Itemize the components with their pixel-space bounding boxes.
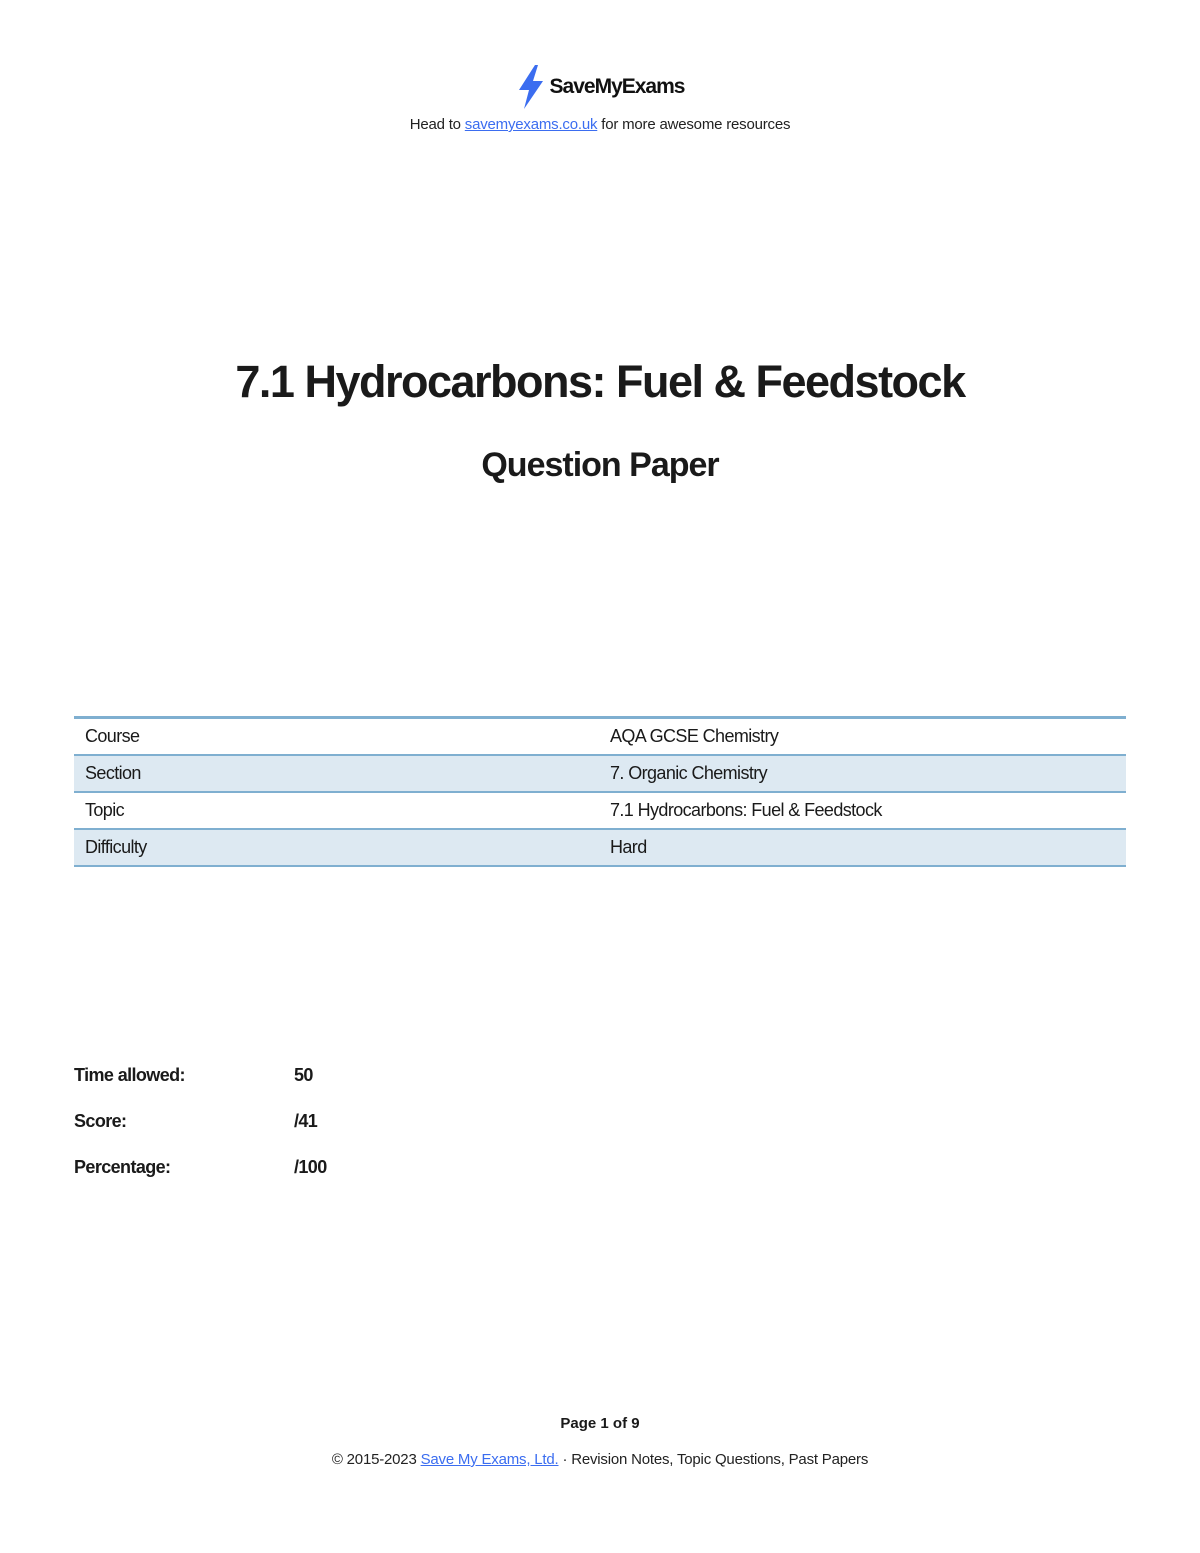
score-label: Score: xyxy=(74,1110,127,1131)
row-value-difficulty: Hard xyxy=(599,829,1126,866)
table-row xyxy=(74,829,1126,866)
time-allowed-label: Time allowed: xyxy=(74,1064,185,1085)
table-row xyxy=(74,755,1126,792)
table-row xyxy=(74,718,1126,756)
percentage-value: /100 xyxy=(294,1156,327,1177)
copyright-suffix: · Revision Notes, Topic Questions, Past Papers xyxy=(558,1451,869,1468)
page-header xyxy=(0,64,1200,133)
row-value-course: AQA GCSE Chemistry xyxy=(599,718,1126,756)
info-table xyxy=(74,716,1126,867)
page-title: 7.1 Hydrocarbons: Fuel & Feedstock xyxy=(235,356,965,407)
page-subtitle: Question Paper xyxy=(481,446,719,484)
time-allowed-value: 50 xyxy=(294,1064,313,1085)
tagline-suffix: for more awesome resources xyxy=(597,116,791,133)
page-number: Page 1 of 9 xyxy=(560,1415,640,1432)
score-value: /41 xyxy=(294,1110,318,1131)
tagline-prefix: Head to xyxy=(409,116,465,133)
exam-meta xyxy=(74,1052,327,1190)
lightning-bolt-icon xyxy=(516,65,546,109)
row-label-topic: Topic xyxy=(74,792,599,829)
percentage-row xyxy=(74,1144,327,1190)
website-link[interactable]: savemyexams.co.uk xyxy=(464,116,598,133)
footer-copyright xyxy=(0,1451,1200,1468)
header-tagline xyxy=(0,116,1200,133)
time-allowed-row xyxy=(74,1052,327,1098)
table-row xyxy=(74,792,1126,829)
row-label-section: Section xyxy=(74,755,599,792)
company-link[interactable]: Save My Exams, Ltd. xyxy=(420,1451,559,1468)
row-value-topic: 7.1 Hydrocarbons: Fuel & Feedstock xyxy=(599,792,1126,829)
brand-name: SaveMyExams xyxy=(549,75,685,98)
copyright-prefix: © 2015-2023 xyxy=(331,1451,421,1468)
score-row xyxy=(74,1098,327,1144)
brand-logo[interactable] xyxy=(516,64,685,110)
percentage-label: Percentage: xyxy=(74,1156,171,1177)
row-value-section: 7. Organic Chemistry xyxy=(599,755,1126,792)
row-label-difficulty: Difficulty xyxy=(74,829,599,866)
row-label-course: Course xyxy=(74,718,599,756)
